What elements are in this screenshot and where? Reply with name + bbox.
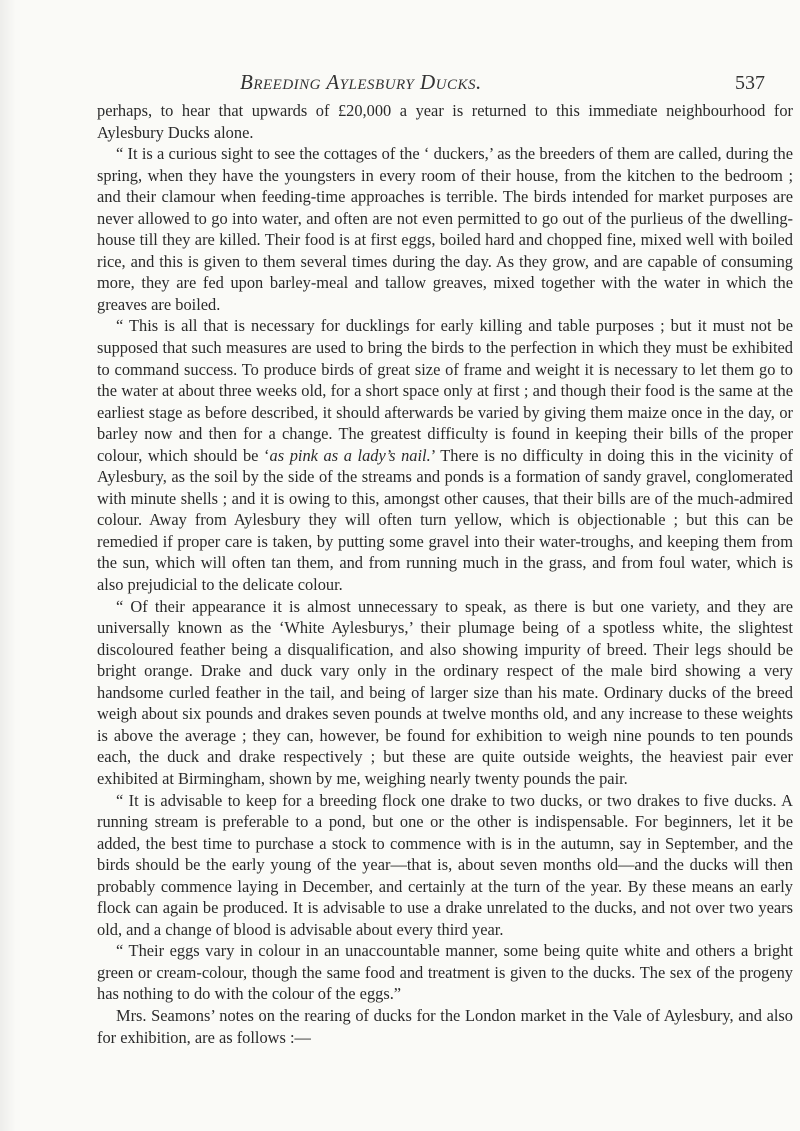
page-number: 537 xyxy=(735,72,765,94)
paragraph-2: “ It is a curious sight to see the cottages of the ‘ duckers,’ as the breeders of them are called, during the spring, when they have the youngsters in every room of their house, from the kitchen to the bedroom ; and their clamour when feeding-time approaches is terrible. The birds intended for market purposes are never allowed to go into water, and often are not even permitted to go out of the purlieus of the dwelling-house till they are killed. Their food is at first eggs, boiled hard and chopped fine, mixed well with boiled rice, and this is given to them several times during the day. As they grow, and are capable of consuming more, they are fed upon barley-meal and tallow greaves, mixed together with the water in which the greaves are boiled. xyxy=(97,144,793,314)
scan-edge-shadow xyxy=(0,0,16,1131)
paragraph-1: perhaps, to hear that upwards of £20,000 a year is returned to this immediate neighbourhood for Aylesbury Ducks alone. xyxy=(97,101,793,142)
paragraph-3 xyxy=(97,315,793,595)
paragraph-3-italic-quote: as pink as a lady’s nail. xyxy=(269,445,431,465)
running-head-word-3: Ducks. xyxy=(414,70,482,94)
paragraph-3-text-a: “ This is all that is necessary for ducklings for early killing and table purposes ; but it must not be supposed that such measures are used to bring the birds to the perfection in which they must be exhibited to command success. To produce birds of great size of frame and weight it is necessary to let them go to the water at about three weeks old, for a short space only at first ; and though their food is the same at the earliest stage as before described, it should afterwards be varied by giving them maize once in the day, or barley now and then for a change. The greatest difficulty is found in keeping their bills of the proper colour, which should be ‘ xyxy=(97,316,793,465)
paragraph-6: “ Their eggs vary in colour in an unaccountable manner, some being quite white and others a bright green or cream-colour, though the same food and treatment is given to the ducks. The sex of the progeny has nothing to do with the colour of the eggs.” xyxy=(97,941,793,1004)
paragraph-7: Mrs. Seamons’ notes on the rearing of ducks for the London market in the Vale of Aylesbury, and also for exhibition, are as follows :— xyxy=(97,1005,793,1047)
body-text xyxy=(97,100,793,1048)
running-head-word-1: Breeding xyxy=(240,70,327,94)
running-head xyxy=(240,70,482,95)
paragraph-4: “ Of their appearance it is almost unnecessary to speak, as there is but one variety, and they are universally known as the ‘White Aylesburys,’ their plumage being of a spotless white, the slightest discoloured feather being a disqualification, and also showing impurity of breed. Their legs should be bright orange. Drake and duck vary only in the ordinary respect of the male bird showing a very handsome curled feather in the tail, and being of larger size than his mate. Ordinary ducks of the breed weigh about six pounds and drakes seven pounds at twelve months old, and any increase to these weights is above the average ; they can, however, be found for exhibition to weigh nine pounds to ten pounds each, the duck and drake respectively ; but these are quite outside weights, the heaviest pair ever exhibited at Birmingham, shown by me, weighing nearly twenty pounds the pair. xyxy=(97,596,793,788)
paragraph-3-text-b: ’ There is no difficulty in doing this in the vicinity of Aylesbury, as the soil by the side of the streams and ponds is a formation of sandy gravel, conglomerated with minute shells ; and it is owing to this, amongst other causes, that their bills are of the much-admired colour. Away from Aylesbury they will often turn yellow, which is objectionable ; but this can be remedied if proper care is taken, by putting some gravel into their water-troughs, and keeping them from the sun, which will often tan them, and from running much in the grass, and from foul water, which is also prejudicial to the delicate colour. xyxy=(97,445,793,595)
running-head-word-2: Aylesbury xyxy=(326,70,415,94)
paragraph-5: “ It is advisable to keep for a breeding flock one drake to two ducks, or two drakes to five ducks. A running stream is preferable to a pond, but one or the other is indispensable. For beginners, let it be added, the best time to purchase a stock to commence with is in the autumn, say in September, and the birds should be the early young of the year—that is, about seven months old—and the ducks will then probably commence laying in December, and certainly at the turn of the year. By these means an early flock can again be produced. It is advisable to use a drake unrelated to the ducks, and not over two years old, and a change of blood is advisable about every third year. xyxy=(97,790,793,939)
